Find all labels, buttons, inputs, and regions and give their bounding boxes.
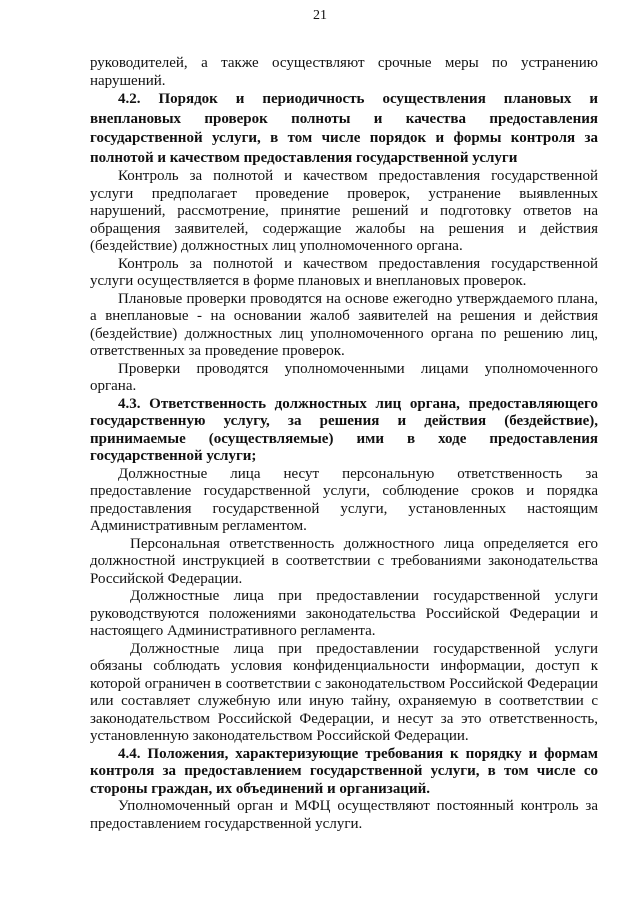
- paragraph: Контроль за полнотой и качеством предоставления государственной услуги предполагает проведение проверок, устранение выявленных нарушений, рассмотрение, принятие решений и подготовку ответов на обращения заявителей, содержащие жалобы на решения и действия (бездействие) должностных лиц уполномоченного органа.: [90, 168, 598, 254]
- paragraph: Контроль за полнотой и качеством предоставления государственной услуги осуществляется в форме плановых и внеплановых проверок.: [90, 255, 598, 289]
- section-heading-4-4: 4.4. Положения, характеризующие требования к порядку и формам контроля за предоставлением государственной услуги, в том числе со стороны граждан, их объединений и организаций.: [90, 745, 598, 797]
- paragraph: Должностные лица при предоставлении государственной услуги руководствуются положениями законодательства Российской Федерации и настоящего Административного регламента.: [90, 588, 598, 639]
- paragraph: руководителей, а также осуществляют срочные меры по устранению нарушений.: [90, 55, 598, 89]
- paragraph: Плановые проверки проводятся на основе ежегодно утверждаемого плана, а внеплановые - на основании жалоб заявителей на решения и действия (бездействие) должностных лиц уполномоченного органа по решению лиц, ответственных за проведение проверок.: [90, 290, 598, 359]
- paragraph: Должностные лица несут персональную ответственность за предоставление государственной услуги, соблюдение сроков и порядка предоставления государственной услуги, установленных настоящим Административным регламентом.: [90, 465, 598, 534]
- paragraph: Должностные лица при предоставлении государственной услуги обязаны соблюдать условия конфиденциальности информации, доступ к которой ограничен в соответствии с законодательством Российской Федерации или составляет служебную или иную тайну, охраняемую в соответствии с законодательством Российской Федерации, и несут за это ответственность, установленную законодательством Российской Федерации.: [90, 640, 598, 744]
- document-body: [90, 55, 598, 833]
- section-heading-4-3: 4.3. Ответственность должностных лиц органа, предоставляющего государственную услугу, за решения и действия (бездействие), принимаемые (осуществляемые) ими в ходе предоставления государственной услуги;: [90, 395, 598, 464]
- paragraph: Проверки проводятся уполномоченными лицами уполномоченного органа.: [90, 360, 598, 394]
- paragraph: Уполномоченный орган и МФЦ осуществляют постоянный контроль за предоставлением государственной услуги.: [90, 798, 598, 832]
- paragraph: Персональная ответственность должностного лица определяется его должностной инструкцией в соответствии с требованиями законодательства Российской Федерации.: [90, 535, 598, 587]
- page-number: 21: [313, 8, 327, 23]
- section-heading-4-2: 4.2. Порядок и периодичность осуществления плановых и внеплановых проверок полноты и качества предоставления государственной услуги, в том числе порядок и формы контроля за полнотой и качеством предоставления государственной услуги: [90, 91, 598, 166]
